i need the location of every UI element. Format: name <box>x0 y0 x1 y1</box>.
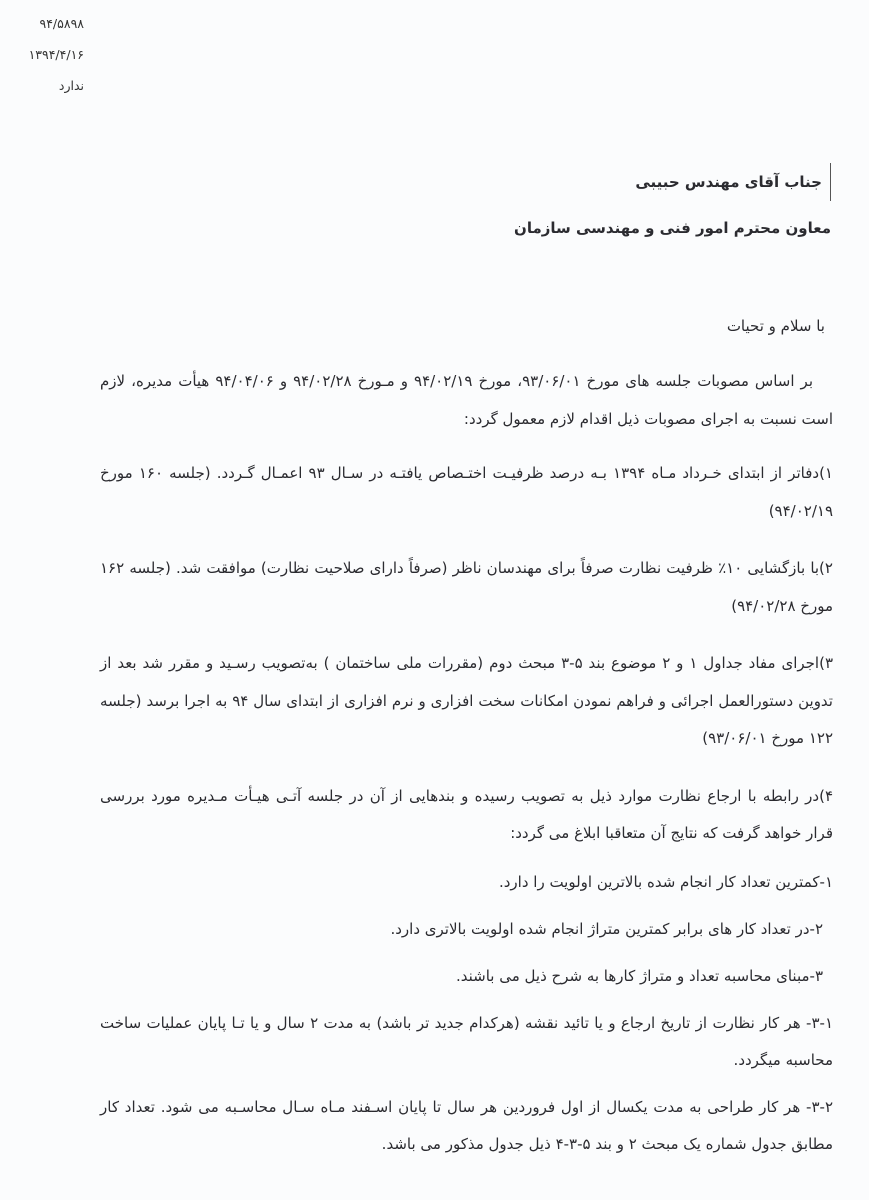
recipient-name-block <box>635 163 831 201</box>
resolution-item-2: ۲)با بازگشایی ۱۰٪ ظرفیت نظارت صرفاً برای مهندسان ناظر (صرفاً دارای صلاحیت نظارت) موافقت شد. (جلسه ۱۶۲ مورخ ۹۴/۰۲/۲۸) <box>100 559 833 615</box>
greeting: با سلام و تحیات <box>726 317 825 335</box>
sub-criterion-3-2: ۳-۲- هر کار طراحی به مدت یکسال از اول فروردین هر سال تا پایان اسـفند مـاه سـال محاسـبه می شود. تعداد کار مطابق جدول شماره یک مبحث ۲ و بند ۵-۳-۴ ذیل جدول مذکور می باشد. <box>100 1097 833 1153</box>
letter-body <box>100 308 833 1163</box>
resolution-item-3: ۳)اجرای مفاد جداول ۱ و ۲ موضوع بند ۵-۳ مبحث دوم (مقررات ملی ساختمان ) به‌تصویب رسـید و مقرر شد بعد از تدوین دستورالعمل اجرائی و فراهم نمودن امکانات سخت افزاری و نرم افزاری از ابتدای سال ۹۴ به اجرا برسد (جلسه ۱۲۲ مورخ ۹۳/۰۶/۰۱) <box>100 654 834 747</box>
letter-attachment: ندارد <box>58 78 84 93</box>
recipient-name: جناب آقای مهندس حبیبی <box>635 163 831 201</box>
letter-number: ۹۴/۵۸۹۸ <box>39 16 84 31</box>
criterion-3: ۳-مبنای محاسبه تعداد و متراژ کارها به شرح ذیل می باشند. <box>455 966 823 985</box>
resolution-item-1: ۱)دفاتر از ابتدای خـرداد مـاه ۱۳۹۴ بـه درصد ظرفیـت اختـصاص یافتـه در سـال ۹۳ اعمـال گـردد. (جلسه ۱۶۰ مورخ ۹۴/۰۲/۱۹) <box>100 464 833 520</box>
resolution-item-4: ۴)در رابطه با ارجاع نظارت موارد ذیل به تصویب رسیده و بندهایی از آن در جلسه آتـی هیـأت مـدیره مورد بررسی قرار خواهد گرفت که نتایج آن متعاقبا ابلاغ می گردد: <box>100 786 833 842</box>
sub-criterion-3-1: ۳-۱- هر کار نظارت از تاریخ ارجاع و یا تائید نقشه (هرکدام جدید تر باشد) به مدت ۲ سال و یا تـا پایان عملیات ساخت محاسبه میگردد. <box>100 1013 833 1069</box>
recipient-title: معاون محترم امور فنی و مهندسی سازمان <box>514 219 831 237</box>
intro-paragraph: بر اساس مصوبات جلسه های مورخ ۹۳/۰۶/۰۱، مورخ ۹۴/۰۲/۱۹ و مـورخ ۹۴/۰۲/۲۸ و ۹۴/۰۴/۰۶ هیأت مدیره، لازم است نسبت به اجرای مصوبات ذیل اقدام لازم معمول گردد: <box>100 372 833 428</box>
criterion-2: ۲-در تعداد کار های برابر کمترین متراژ انجام شده اولویت بالاتری دارد. <box>390 919 823 938</box>
criterion-1: ۱-کمترین تعداد کار انجام شده بالاترین اولویت را دارد. <box>498 872 833 891</box>
letter-date: ۱۳۹۴/۴/۱۶ <box>28 47 84 62</box>
letter-meta <box>14 8 84 101</box>
